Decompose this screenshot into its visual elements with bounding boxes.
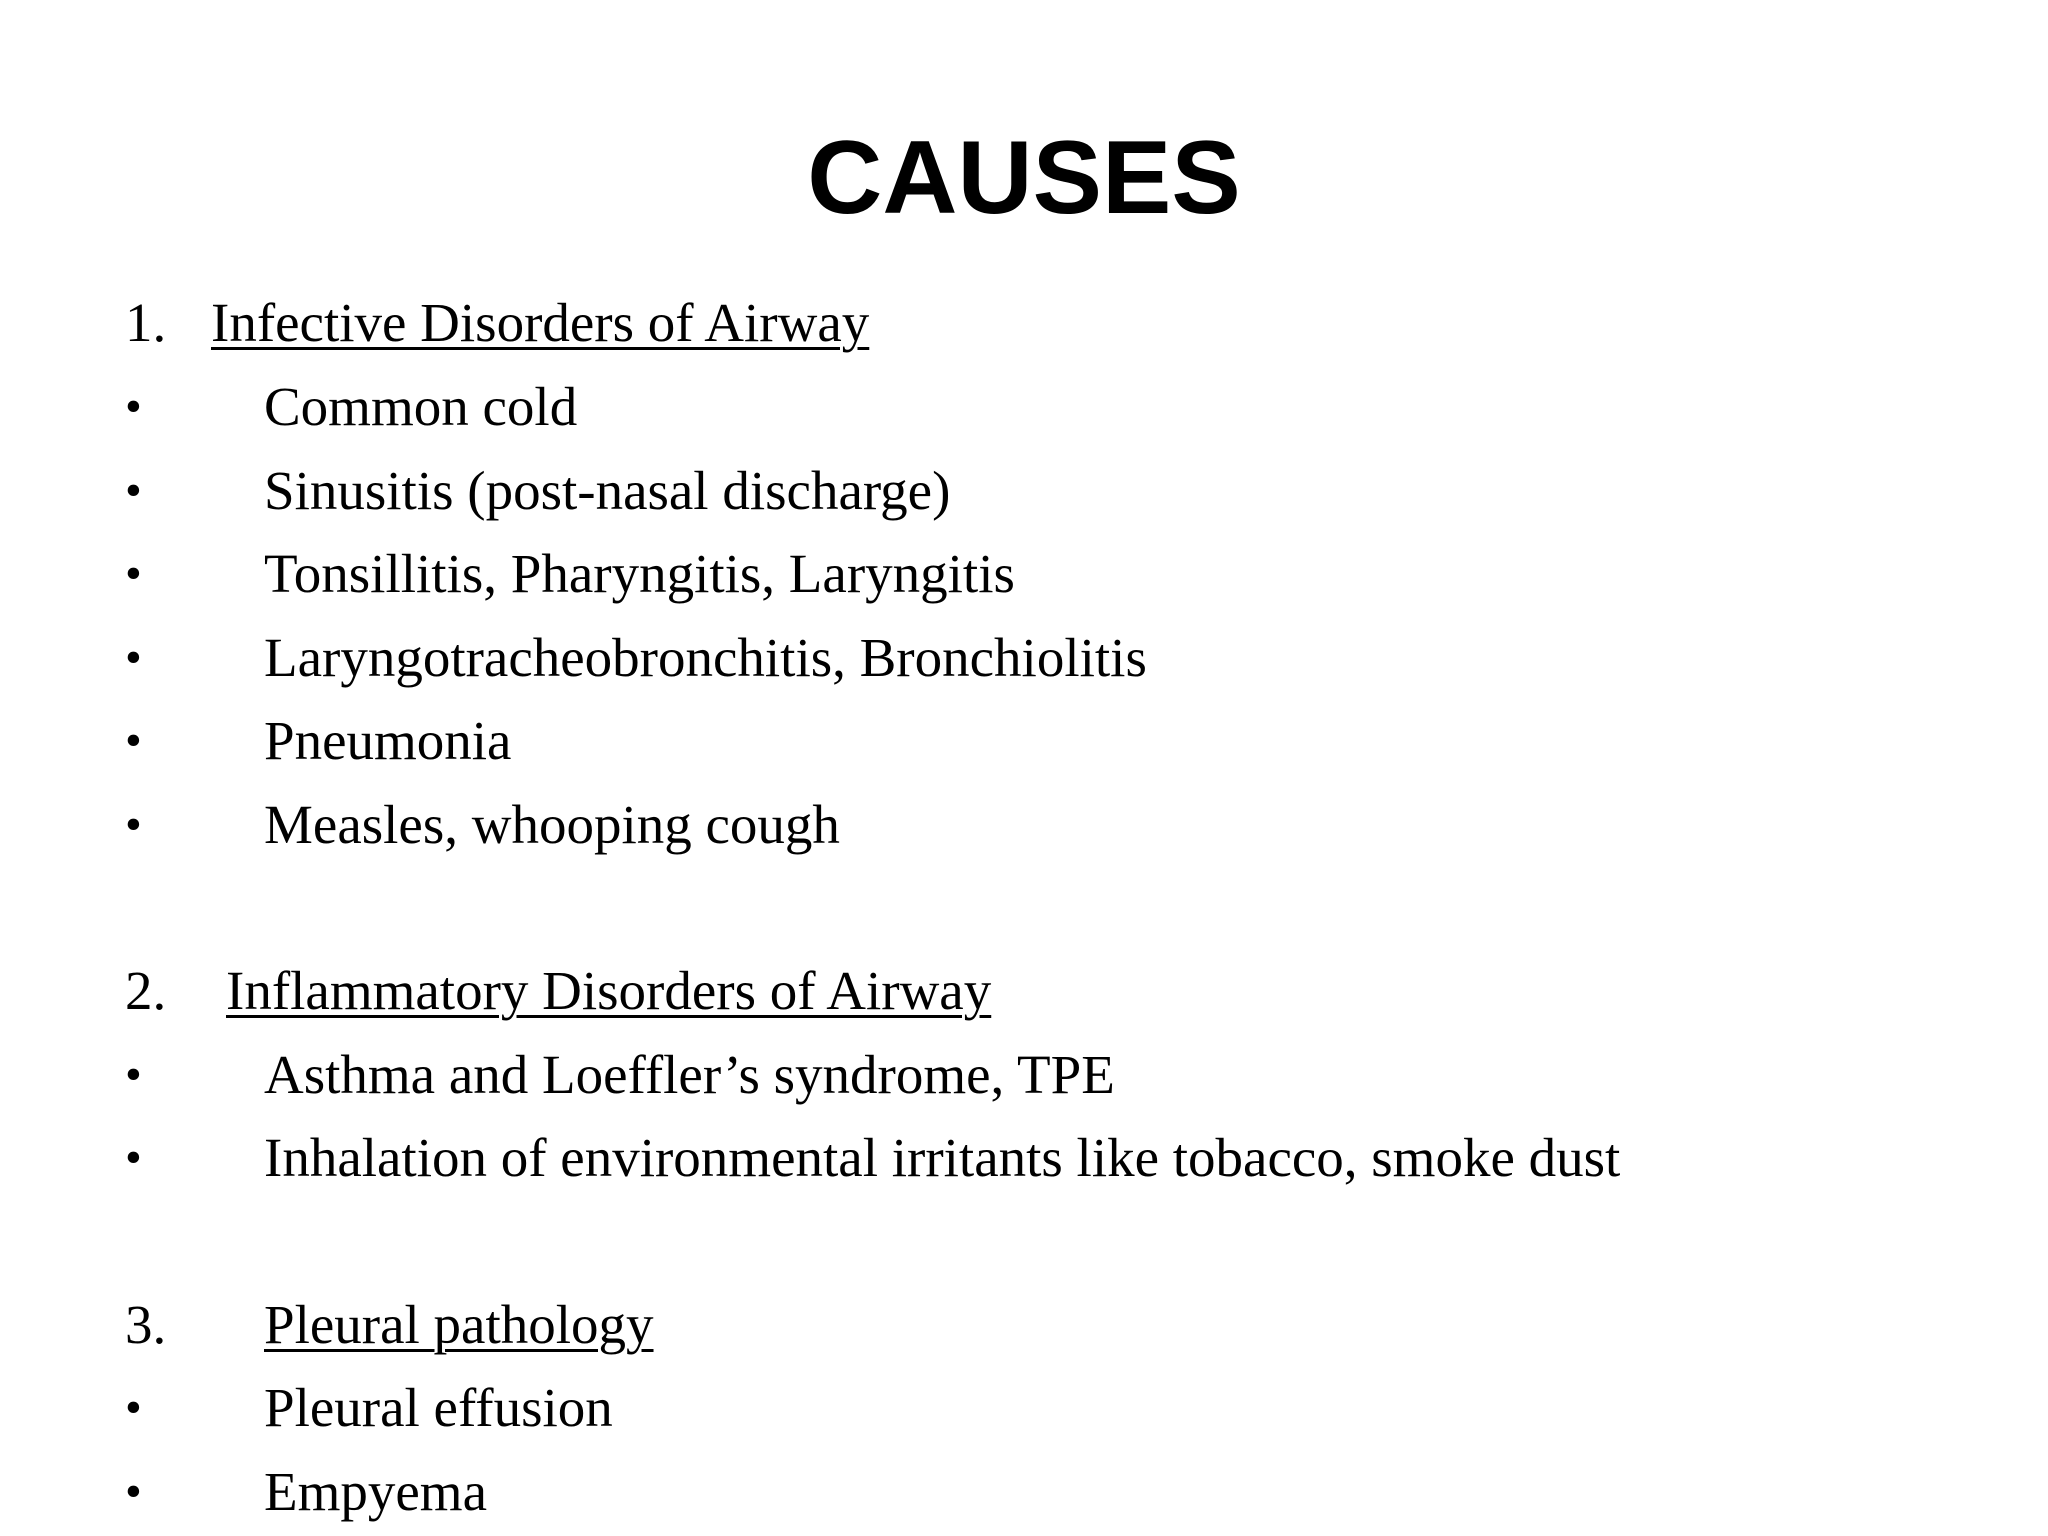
list-item: Asthma and Loeffler’s syndrome, TPE: [264, 1044, 1115, 1105]
slide-title: CAUSES: [807, 120, 1241, 236]
bullet: •: [125, 1131, 142, 1184]
bullet: •: [125, 1381, 142, 1434]
bullet: •: [125, 1048, 142, 1101]
list-item: Inhalation of environmental irritants like tobacco, smoke dust: [264, 1127, 1621, 1188]
list-item: Pneumonia: [264, 710, 512, 771]
bullet: •: [125, 1465, 142, 1518]
section-3-number: 3.: [125, 1294, 167, 1355]
bullet: •: [125, 464, 142, 517]
section-2-heading: Inflammatory Disorders of Airway: [226, 960, 992, 1021]
section-2-number: 2.: [125, 960, 167, 1021]
bullet: •: [125, 714, 142, 767]
list-item: Sinusitis (post-nasal discharge): [264, 460, 951, 521]
section-3-heading: Pleural pathology: [264, 1294, 654, 1355]
list-item: Pleural effusion: [264, 1377, 613, 1438]
list-item: Empyema: [264, 1461, 487, 1522]
section-1-number: 1.: [125, 292, 167, 353]
section-1-heading: Infective Disorders of Airway: [211, 292, 870, 353]
list-item: Measles, whooping cough: [264, 794, 840, 855]
list-item: Common cold: [264, 376, 578, 437]
list-item: Tonsillitis, Pharyngitis, Laryngitis: [264, 543, 1015, 604]
bullet: •: [125, 547, 142, 600]
list-item: Laryngotracheobronchitis, Bronchiolitis: [264, 627, 1147, 688]
bullet: •: [125, 380, 142, 433]
bullet: •: [125, 798, 142, 851]
bullet: •: [125, 631, 142, 684]
